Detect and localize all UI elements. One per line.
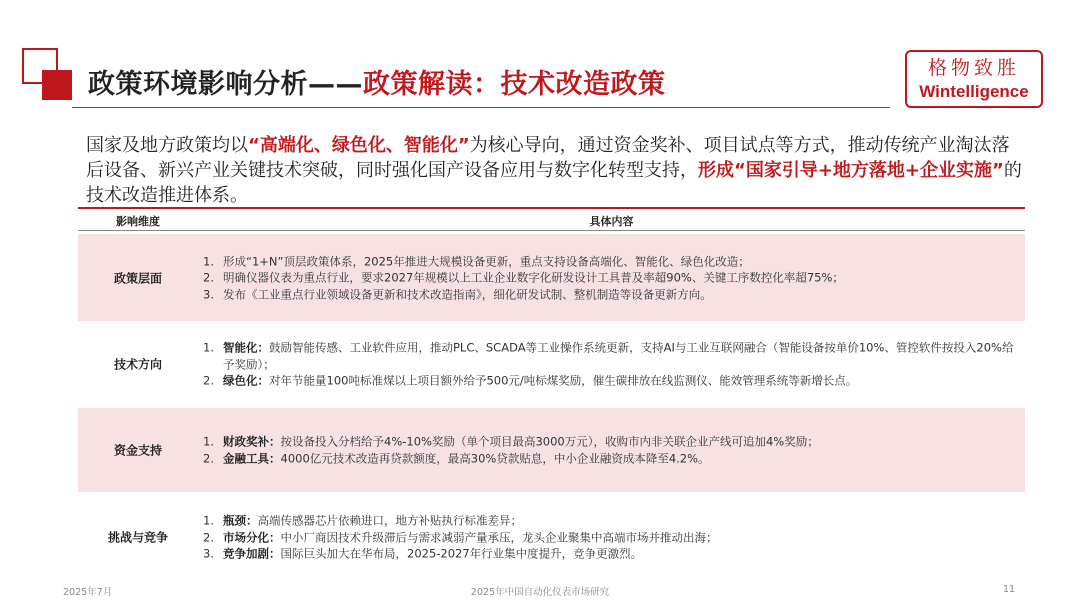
row-dimension: 挑战与竞争 — [107, 530, 168, 545]
item-text: 明确仪器仪表为重点行业，要求2027年规模以上工业企业数字化研发设计工具普及率超90%、关键工序数控化率超75%； — [223, 270, 844, 285]
table-header — [78, 207, 1025, 231]
item-text — [223, 372, 1015, 389]
intro-text-2: 为核心导向，通过资金奖补、项目试点等方式，推动传统产业淘汰落后设备、新兴产业关键技术突破，同时强化国产设备应用与数字化转型支持， — [86, 135, 1010, 181]
item-number: 3. — [203, 286, 214, 301]
item-body: 高端传感器芯片依赖进口，地方补贴执行标准差异； — [257, 513, 522, 528]
table-row — [78, 496, 1025, 578]
item-body: 4000亿元技术改造再贷款额度，最高30%贷款贴息，中小企业融资成本降至4.2%。 — [280, 451, 710, 465]
logo-filled-square — [42, 70, 72, 100]
item-keyword: 市场分化： — [223, 529, 281, 544]
item-keyword: 绿色化： — [223, 373, 269, 388]
item-number: 2. — [203, 270, 214, 285]
table-row — [78, 408, 1025, 492]
row-items — [203, 253, 1015, 303]
item-body: 对年节能量100吨标准煤以上项目额外给予500元/吨标煤奖励，催生碳排放在线监测仪、能效管理系统等新增长点。 — [269, 373, 858, 388]
list-item — [203, 434, 1015, 451]
footer-date: 2025年7月 — [63, 587, 113, 598]
intro-highlight-2: 形成“国家引导+地方落地+企业实施” — [698, 160, 1004, 181]
item-text — [223, 529, 1015, 546]
intro-text-3: 的技术改造推进体系。 — [86, 160, 1022, 206]
list-item — [203, 529, 1015, 546]
footer-report-title: 2025年中国自动化仪表市场研究 — [470, 587, 610, 598]
list-item — [203, 545, 1015, 562]
item-body: 按设备投入分档给予4%-10%奖励（单个项目最高3000万元），收购市内非关联企业产线可追加4%奖励； — [280, 434, 819, 449]
item-text: 形成“1+N”顶层政策体系，2025年推进大规模设备更新，重点支持设备高端化、智能化、绿色化改造； — [223, 253, 750, 268]
item-keyword: 瓶颈： — [223, 513, 258, 528]
title-highlight: 政策解读：技术改造政策 — [363, 69, 666, 100]
item-number: 1. — [203, 434, 214, 449]
list-item — [203, 372, 1015, 389]
page-number: 11 — [1003, 584, 1016, 595]
item-number: 3. — [203, 546, 214, 561]
list-item — [203, 269, 1015, 286]
title-main: 政策环境影响分析—— — [88, 69, 363, 100]
item-number: 2. — [203, 373, 214, 388]
page-title — [88, 62, 666, 101]
item-keyword: 财政奖补： — [223, 434, 281, 449]
item-keyword: 智能化： — [223, 340, 269, 355]
item-body: 中小厂商因技术升级滞后与需求减弱产量承压，龙头企业聚集中高端市场并推动出海； — [280, 529, 718, 544]
item-body: 鼓励智能传感、工业软件应用，推动PLC、SCADA等工业操作系统更新，支持AI与工业互联网融合（智能设备按单价10%、管控软件按投入20%给予奖励）； — [223, 340, 1014, 371]
item-keyword: 金融工具： — [223, 451, 281, 465]
table-row — [78, 234, 1025, 321]
item-text — [223, 512, 1015, 529]
brand-logo-en: Wintelligence — [919, 82, 1029, 101]
list-item — [203, 450, 1015, 467]
intro-text-1: 国家及地方政策均以 — [86, 135, 248, 156]
item-text — [223, 450, 1015, 467]
list-item — [203, 286, 1015, 303]
item-body: 国际巨头加大在华布局，2025-2027年行业集中度提升，竞争更激烈。 — [280, 546, 643, 561]
item-text: 发布《工业重点行业领域设备更新和技术改造指南》，细化研发试制、整机制造等设备更新方向。 — [223, 286, 712, 301]
table-row — [78, 323, 1025, 405]
item-text — [223, 339, 1015, 372]
item-text — [223, 545, 1015, 562]
row-items — [203, 512, 1015, 562]
item-number: 1. — [203, 340, 214, 355]
brand-logo-cn: 格物致胜 — [927, 57, 1020, 79]
header-content: 具体内容 — [589, 215, 634, 228]
row-items — [203, 339, 1015, 389]
list-item — [203, 512, 1015, 529]
list-item — [203, 339, 1015, 372]
row-dimension: 技术方向 — [113, 357, 162, 372]
item-text — [223, 434, 1015, 451]
policy-table — [78, 207, 1025, 561]
item-number: 2. — [203, 451, 214, 465]
row-dimension: 资金支持 — [113, 443, 162, 458]
list-item — [203, 253, 1015, 270]
item-keyword: 竞争加剧： — [223, 546, 281, 561]
row-dimension: 政策层面 — [113, 271, 162, 285]
item-number: 1. — [203, 513, 214, 528]
intro-paragraph — [86, 133, 1026, 208]
header-dimension: 影响维度 — [116, 215, 160, 228]
brand-logo — [905, 50, 1043, 108]
intro-highlight-1: “高端化、绿色化、智能化” — [248, 135, 470, 156]
item-number: 2. — [203, 529, 214, 544]
row-items — [203, 434, 1015, 467]
item-number: 1. — [203, 253, 214, 268]
title-divider — [72, 107, 890, 108]
